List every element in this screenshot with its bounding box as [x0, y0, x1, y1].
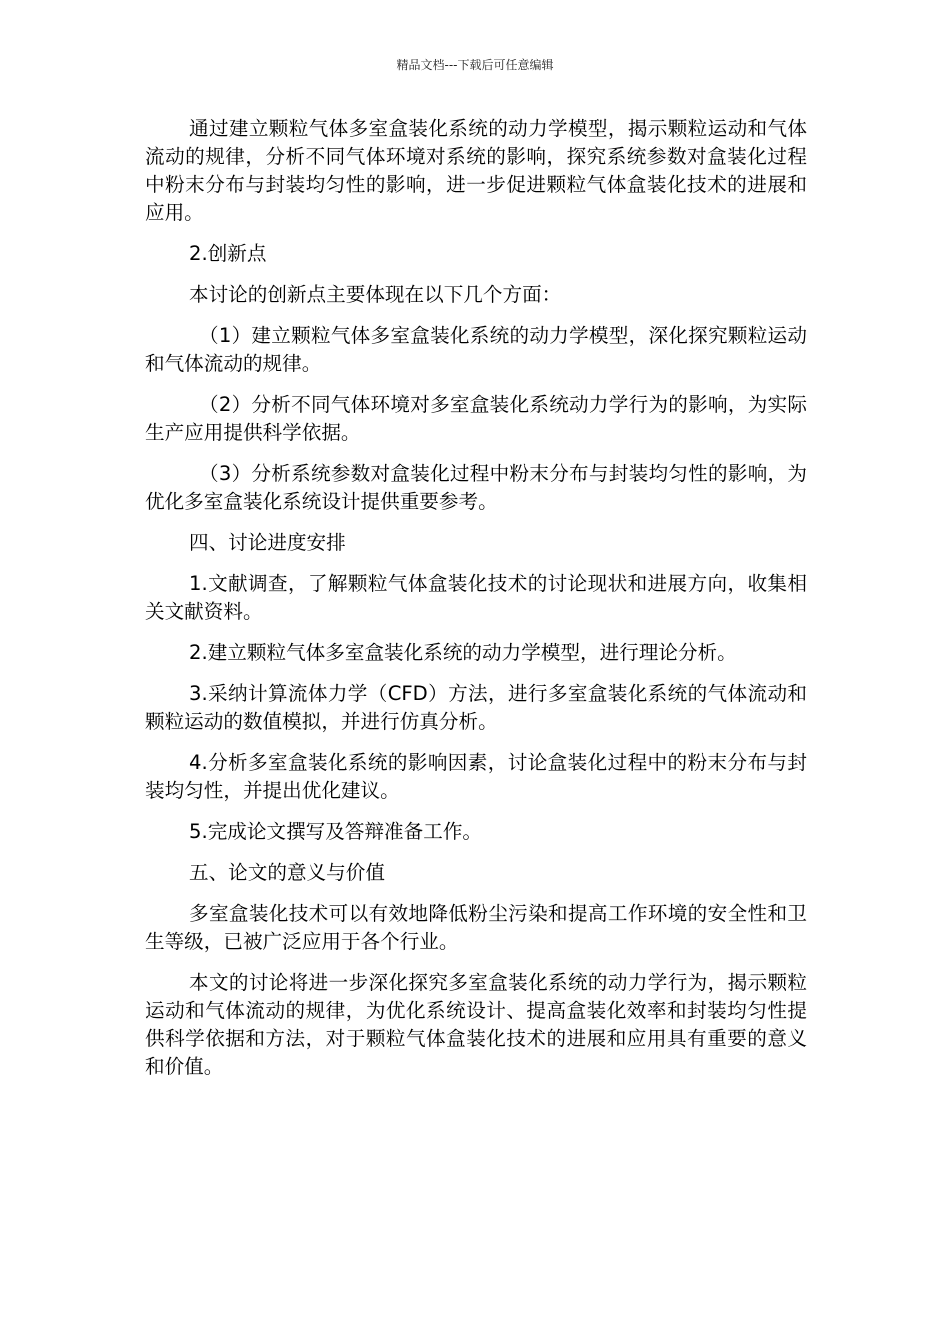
heading-schedule: 四、讨论进度安排 [189, 531, 346, 554]
paragraph-significance-1: 多室盒装化技术可以有效地降低粉尘污染和提高工作环境的安全性和卫生等级，已被广泛应用于各个行业。 [145, 902, 807, 953]
schedule-item-1: 1.文献调查，了解颗粒气体盒装化技术的讨论现状和进展方向，收集相关文献资料。 [145, 572, 807, 623]
paragraph-intro: 通过建立颗粒气体多室盒装化系统的动力学模型，揭示颗粒运动和气体流动的规律，分析不同气体环境对系统的影响，探究系统参数对盒装化过程中粉末分布与封装均匀性的影响，进一步促进颗粒气体盒装化技术的进展和应用。 [145, 117, 807, 224]
innovation-item-2: （2）分析不同气体环境对多室盒装化系统动力学行为的影响，为实际生产应用提供科学依据。 [145, 393, 807, 444]
paragraph-innovation-intro: 本讨论的创新点主要体现在以下几个方面： [189, 283, 562, 306]
heading-significance: 五、论文的意义与价值 [189, 861, 385, 884]
schedule-item-4: 4.分析多室盒装化系统的影响因素，讨论盒装化过程中的粉末分布与封装均匀性，并提出优化建议。 [145, 751, 807, 802]
page-header: 精品文档---下载后可任意编辑 [396, 58, 554, 72]
innovation-item-3: （3）分析系统参数对盒装化过程中粉末分布与封装均匀性的影响，为优化多室盒装化系统设计提供重要参考。 [145, 462, 807, 513]
schedule-item-5: 5.完成论文撰写及答辩准备工作。 [189, 820, 483, 843]
innovation-item-1: （1）建立颗粒气体多室盒装化系统的动力学模型，深化探究颗粒运动和气体流动的规律。 [145, 324, 807, 375]
document-body [145, 115, 807, 1094]
schedule-item-2: 2.建立颗粒气体多室盒装化系统的动力学模型，进行理论分析。 [189, 641, 737, 664]
paragraph-significance-2: 本文的讨论将进一步深化探究多室盒装化系统的动力学行为，揭示颗粒运动和气体流动的规律，为优化系统设计、提高盒装化效率和封装均匀性提供科学依据和方法，对于颗粒气体盒装化技术的进展和应用具有重要的意义和价值。 [145, 971, 807, 1078]
heading-innovation: 2.创新点 [189, 242, 267, 265]
schedule-item-3: 3.采纳计算流体力学（CFD）方法，进行多室盒装化系统的气体流动和颗粒运动的数值模拟，并进行仿真分析。 [145, 682, 807, 733]
